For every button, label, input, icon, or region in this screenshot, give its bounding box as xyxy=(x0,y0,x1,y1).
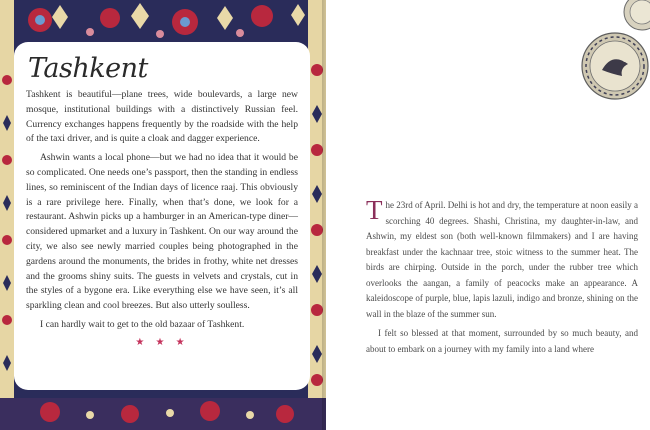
text-card xyxy=(14,42,310,390)
chapter-title: Tashkent xyxy=(28,53,148,84)
right-page xyxy=(326,0,650,430)
decorative-plates-icon xyxy=(580,0,650,110)
drop-cap: T xyxy=(366,195,383,225)
body-paragraph-2: Ashwin wants a local phone—but we had no idea that it would be so complicated. One needs one’s passport, then the standing in endless lines, so reminiscent of the Indian days of licence raaj. This obviously is a rare privilege here. Finally, when that’s done, we look for a restaurant. Ashwin picks up a hamburger in an American-type diner—considered upmarket and a luxury in Tashkent. On our way around the city, we also see newly married couples being photographed in the gardens around the monuments, the brides in frothy, white net dresses and the grooms shiny suits. The guests in velvets and crystals, cut in the styles of a bygone era. Like everything else we have seen, it’s all sparkling clean and cool breezes. But also utterly soulless. xyxy=(26,152,298,312)
right-paragraph-1-text: he 23rd of April. Delhi is hot and dry, the temperature at noon easily a scorching 40 degrees. Shashi, Christina, my daughter-in-law, and Ashwin, my eldest son (both well-known filmmakers) and I are having breakfast under the kachnaar tree, stoic witness to the summer heat. The birds are chirping. Outside in the porch, under the rubber tree which overlooks the aangan, a family of peacocks make an appearance. A kaleidoscope of purple, blue, lapis lazuli, indigo and bronze, shining on the wall in the blaze of the summer sun. xyxy=(366,200,638,319)
body-paragraph-3: I can hardly wait to get to the old bazaar of Tashkent. xyxy=(40,318,245,330)
body-paragraph-1: Tashkent is beautiful—plane trees, wide boulevards, a large new mosque, institutional buildings with a distinctively Russian feel. Currency exchanges happens frequently by the roadside with the help of the taxi driver, and is quite a cloak and dagger experience. xyxy=(26,89,298,145)
right-paragraph-1 xyxy=(366,195,638,322)
right-body-text xyxy=(366,195,638,361)
star-ornament: ★ ★ ★ xyxy=(135,336,189,348)
right-paragraph-2: I felt so blessed at that moment, surrounded by so much beauty, and about to embark on a journey with my family into a land where xyxy=(366,328,638,354)
